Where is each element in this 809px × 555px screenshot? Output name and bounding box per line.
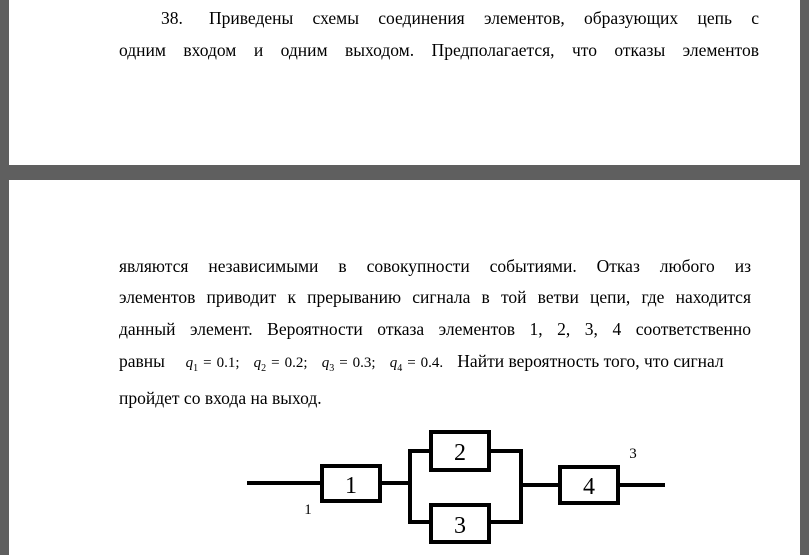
line6-prefix: равны: [119, 351, 165, 371]
q2-formula: $q_2 = 0.2$;: [253, 355, 308, 374]
q3-formula: $q_3 = 0.3$;: [321, 355, 376, 374]
element-4-label: 4: [583, 474, 595, 500]
input-node-label: 1: [304, 502, 312, 518]
element-1-label: 1: [345, 473, 357, 499]
element-3-label: 3: [454, 513, 466, 539]
element-3-box: [431, 505, 489, 542]
problem-line-1-text: Приведены схемы соединения элементов, образующих цепь с: [209, 8, 759, 28]
problem-line-7: пройдет со входа на выход.: [119, 388, 322, 408]
element-2-box: [431, 432, 489, 470]
line6-suffix: Найти вероятность того, что сигнал: [457, 351, 724, 371]
q1-formula: $q_1 = 0.1$;: [185, 355, 240, 374]
document-page-bottom: [9, 180, 800, 555]
element-2-label: 2: [454, 440, 466, 466]
problem-line-4: элементов приводит к прерыванию сигнала в той ветви цепи, где находится: [119, 287, 751, 307]
document-page-top: [9, 0, 800, 165]
element-1-box: [322, 466, 380, 501]
problem-line-1: [161, 8, 759, 29]
output-node-label: 3: [629, 446, 637, 462]
problem-line-6: [119, 351, 724, 374]
problem-number: 38.: [161, 8, 183, 28]
problem-line-3: являются независимыми в совокупности событиями. Отказ любого из: [119, 256, 751, 276]
problem-line-5: данный элемент. Вероятности отказа элементов 1, 2, 3, 4 соответственно: [119, 319, 751, 339]
problem-line-2: одним входом и одним выходом. Предполагается, что отказы элементов: [119, 40, 759, 60]
element-4-box: [560, 467, 618, 503]
q4-formula: $q_4 = 0.4$.: [389, 355, 444, 374]
